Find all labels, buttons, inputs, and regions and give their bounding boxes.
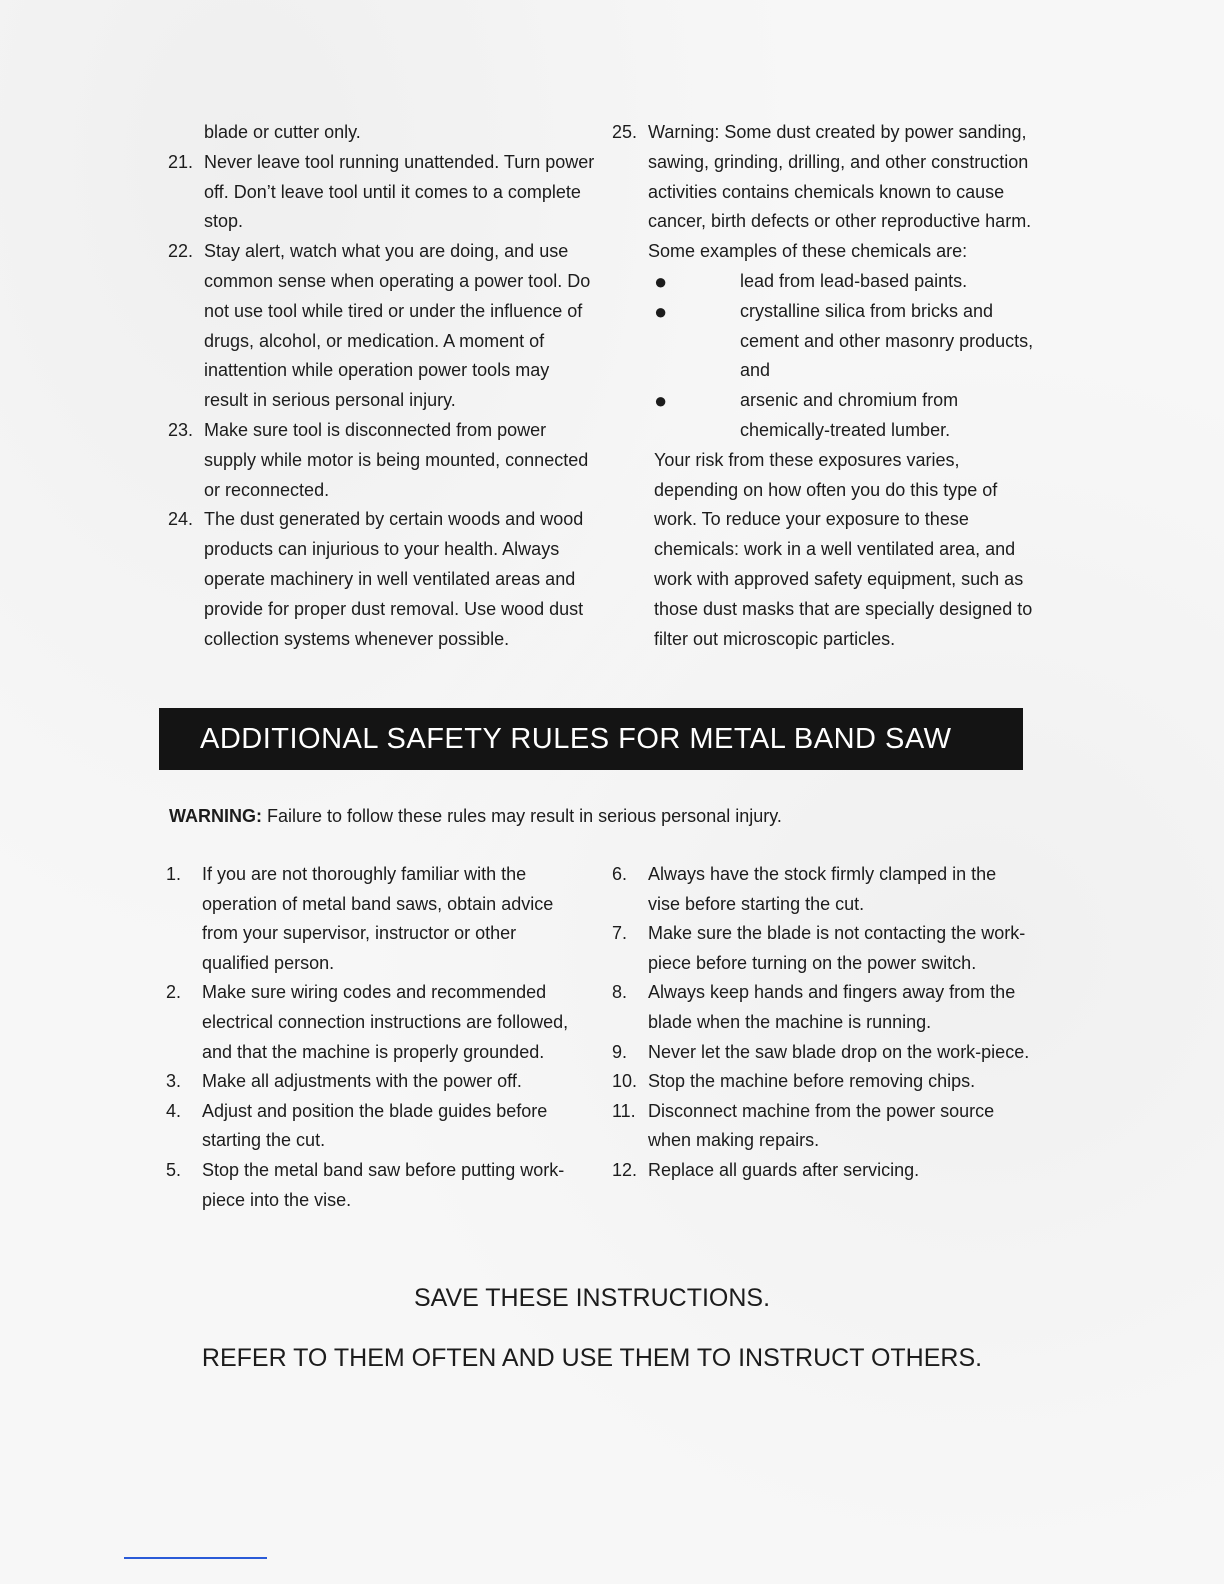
- rule-number: 2.: [166, 982, 182, 1003]
- section-banner: [159, 708, 1023, 770]
- rule-item: [166, 1097, 586, 1156]
- rule-text: Always have the stock firmly clamped in the vise before starting the cut.: [648, 864, 997, 914]
- rule-text: Always keep hands and fingers away from the blade when the machine is running.: [648, 982, 1016, 1032]
- rule-number: 12.: [612, 1159, 638, 1180]
- rule-text: Stop the metal band saw before putting work-piece into the vise.: [202, 1159, 565, 1210]
- list-item: [168, 505, 598, 654]
- bullet-icon: ●: [654, 298, 668, 324]
- item-number: 24.: [168, 509, 194, 530]
- rule-item: [612, 1067, 1032, 1097]
- list-item: [168, 237, 598, 416]
- item-text: Never leave tool running unattended. Turn power off. Don’t leave tool until it comes to a complete stop.: [204, 151, 595, 232]
- rule-text: Stop the machine before removing chips.: [648, 1071, 976, 1092]
- rule-item: [612, 919, 1032, 978]
- bullet-icon: ●: [654, 268, 668, 294]
- top-left-column: [168, 118, 598, 654]
- bullet-text: lead from lead-based paints.: [740, 270, 968, 291]
- warning-label: WARNING:: [169, 806, 262, 826]
- rule-text: Adjust and position the blade guides before starting the cut.: [202, 1100, 548, 1151]
- rule-number: 4.: [166, 1100, 182, 1121]
- section-title: ADDITIONAL SAFETY RULES FOR METAL BAND SAW: [200, 722, 952, 755]
- rule-text: Never let the saw blade drop on the work-piece.: [648, 1041, 1030, 1062]
- bullet-text: arsenic and chromium from chemically-treated lumber.: [740, 390, 959, 440]
- footer-rule: [124, 1557, 267, 1559]
- bullet-text: crystalline silica from bricks and cement and other masonry products, and: [740, 300, 1034, 381]
- rule-number: 1.: [166, 864, 182, 884]
- rule-item: [166, 1156, 586, 1215]
- bullet-icon: ●: [654, 388, 668, 414]
- item-number: 25.: [612, 122, 638, 142]
- save-instructions-heading: SAVE THESE INSTRUCTIONS.: [413, 1284, 771, 1312]
- rule-text: Make sure wiring codes and recommended electrical connection instructions are followed, and that the machine is properly grounded.: [202, 982, 569, 1062]
- list-item: [168, 416, 598, 505]
- rule-number: 3.: [166, 1071, 182, 1092]
- item-number: 22.: [168, 241, 194, 262]
- rules-right-column: [612, 860, 1032, 1186]
- bullet-item: [612, 267, 1042, 297]
- rule-number: 10.: [612, 1071, 638, 1092]
- continuation-text: blade or cutter only.: [204, 122, 361, 142]
- warning-line: [169, 802, 782, 830]
- rule-text: Disconnect machine from the power source when making repairs.: [648, 1100, 995, 1151]
- top-right-column: [612, 118, 1042, 654]
- rule-text: Replace all guards after servicing.: [648, 1159, 920, 1180]
- rule-item: [612, 860, 1032, 919]
- item-text: Make sure tool is disconnected from power supply while motor is being mounted, connected or reconnected.: [204, 419, 589, 500]
- item-text: Stay alert, watch what you are doing, and use common sense when operating a power tool. Do not use tool while tired or under the influence of drugs, alcohol, or medication. A moment of inattention while operation power tools may result in serious personal injury.: [204, 241, 591, 411]
- rule-item: [166, 978, 586, 1067]
- rule-text: Make all adjustments with the power off.: [202, 1071, 522, 1092]
- rule-number: 7.: [612, 923, 628, 944]
- warning-text: Failure to follow these rules may result in serious personal injury.: [262, 806, 782, 826]
- rules-left-column: [166, 860, 586, 1215]
- item-number: 23.: [168, 419, 194, 440]
- rule-item: [166, 1067, 586, 1097]
- list-item: [168, 148, 598, 237]
- bullet-item: [612, 386, 1042, 446]
- rule-number: 9.: [612, 1041, 628, 1062]
- rule-item: [612, 978, 1032, 1037]
- rule-number: 6.: [612, 864, 628, 884]
- bullet-item: [612, 297, 1042, 386]
- rule-text: Make sure the blade is not contacting the work-piece before turning on the power switch.: [648, 923, 1026, 973]
- rule-number: 11.: [612, 1100, 636, 1121]
- refer-instructions-heading: REFER TO THEM OFTEN AND USE THEM TO INSTRUCT OTHERS.: [201, 1344, 983, 1372]
- exposure-paragraph: Your risk from these exposures varies, depending on how often you do this type of work. To reduce your exposure to these chemicals: work in a well ventilated area, and work with approved safety equipment, such as those dust masks that are specially designed to filter out microscopic particles.: [654, 449, 1033, 649]
- item-text: Warning: Some dust created by power sanding, sawing, grinding, drilling, and other construction activities contains chemicals known to cause cancer, birth defects or other reproductive harm. Some examples of these chemicals are:: [648, 122, 1032, 262]
- rule-number: 5.: [166, 1159, 182, 1180]
- item-number: 21.: [168, 151, 194, 172]
- rule-item: [612, 1156, 1032, 1186]
- rule-text: If you are not thoroughly familiar with the operation of metal band saws, obtain advice from your supervisor, instructor or other qualified person.: [202, 864, 554, 973]
- rule-item: [166, 860, 586, 978]
- item-text: The dust generated by certain woods and wood products can injurious to your health. Always operate machinery in well ventilated areas and provide for proper dust removal. Use wood dust collection systems whenever possible.: [204, 509, 584, 649]
- rule-item: [612, 1097, 1032, 1156]
- rule-item: [612, 1038, 1032, 1068]
- list-item: [612, 118, 1042, 267]
- rule-number: 8.: [612, 982, 628, 1003]
